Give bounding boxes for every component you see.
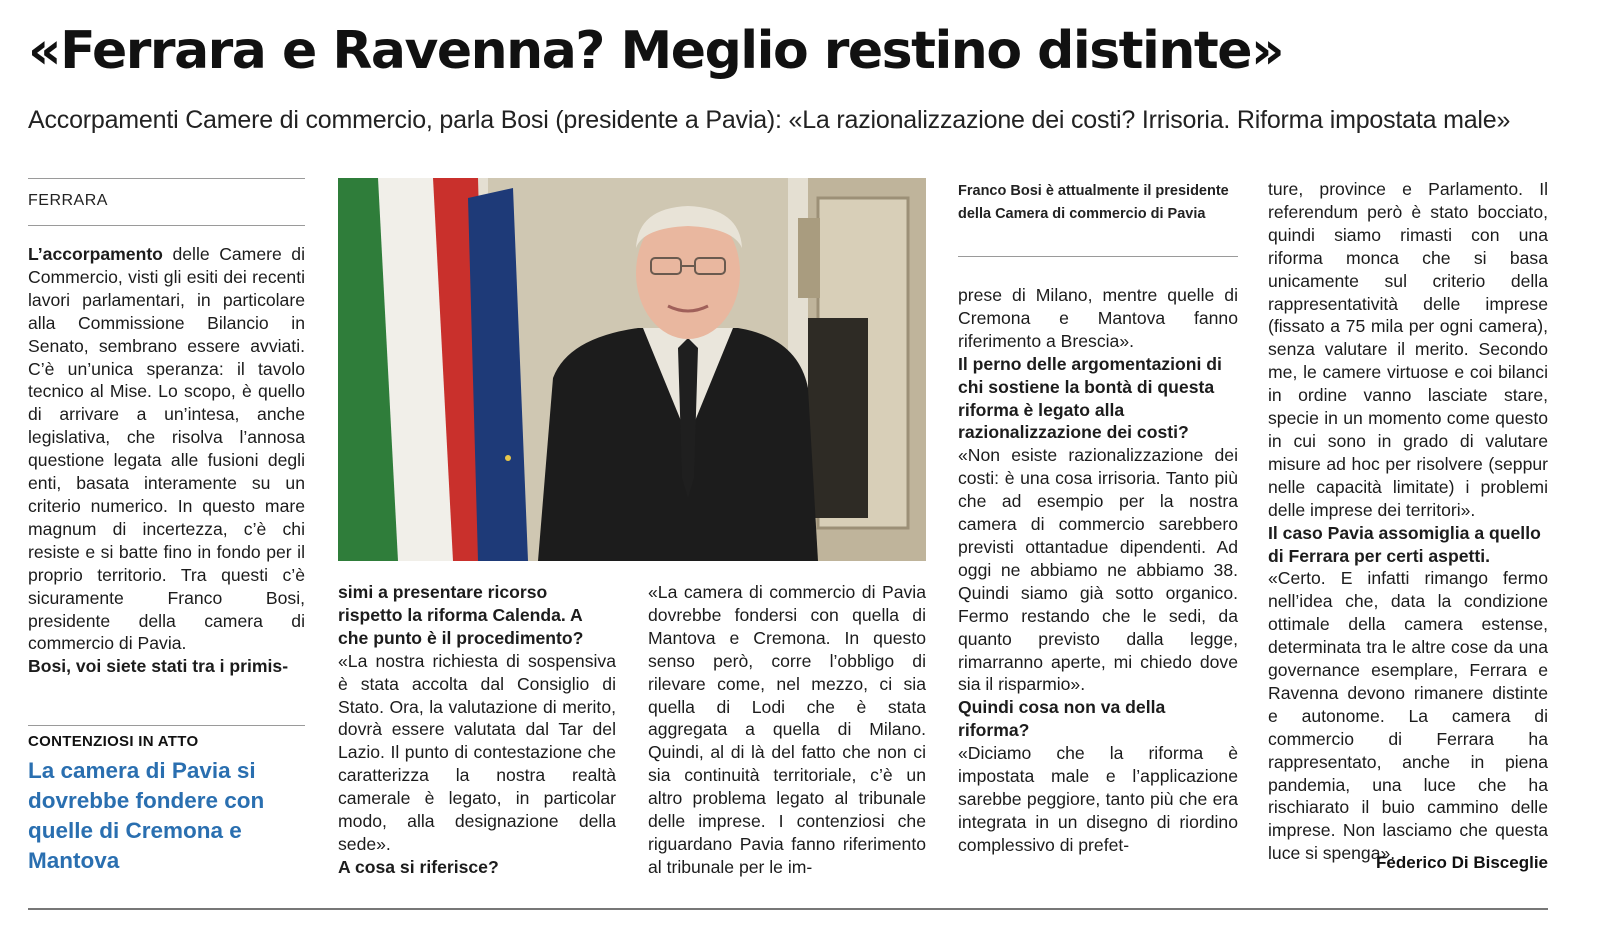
question: Bosi, voi siete stati tra i primis-: [28, 656, 289, 677]
question: Quindi cosa non va della riforma?: [958, 697, 1166, 741]
question: A cosa si riferisce?: [338, 856, 499, 877]
box-kicker: CONTENZIOSI IN ATTO: [28, 733, 199, 750]
portrait-photo: [338, 178, 926, 561]
answer: ture, province e Parlamento. Il referendum però è stato bocciato, quindi siamo rimasti con una riforma monca che si basa unicamente sul criterio della rappresentatività delle imprese (fissato a 75 mila per ogni camera), senza valutare il merito. Secondo me, le camere virtuose e coi bilanci in ordine vanno lasciate stare, specie in un momento come questo in cui sono in grado di valutare misure ad hoc per risolvere (seppur nelle capacità limitate) i problemi delle imprese dei territori».: [1268, 179, 1548, 520]
box-title: La camera di Pavia si dovrebbe fondere con quelle di Cremona e Mantova: [28, 758, 265, 873]
question: Il perno delle argomentazioni di chi sostiene la bontà di questa riforma è legato alla razionalizzazione dei costi?: [958, 353, 1222, 443]
photo-caption: Franco Bosi è attualmente il presidente della Camera di commercio di Pavia: [958, 183, 1229, 222]
question: Il caso Pavia assomiglia a quello di Ferrara per certi aspetti.: [1268, 522, 1541, 566]
dateline: FERRARA: [28, 192, 108, 209]
answer: «Non esiste razionalizzazione dei costi: è una cosa irrisoria. Tanto più che ad esempio per la nostra camera di commercio sarebbero previsti ottantadue dipendenti. Ad oggi ne abbiamo ne abbiamo 38. Quindi siamo già sotto organico. Fermo restando che le sedi, da quanto previsto dalla legge, rimarranno aperte, mi chiedo dove sia il risparmio».: [958, 445, 1238, 695]
column-1: [28, 243, 305, 678]
lead-paragraph: [28, 243, 305, 655]
divider: [958, 256, 1238, 257]
column-2: [338, 581, 616, 879]
subheadline: Accorpamenti Camere di commercio, parla Bosi (presidente a Pavia): «La razionalizzazione dei costi? Irrisoria. Riforma impostata male»: [28, 106, 1511, 134]
divider: [28, 725, 305, 726]
byline: Federico Di Bisceglie: [1376, 853, 1548, 872]
headline: «Ferrara e Ravenna? Meglio restino distinte»: [28, 21, 1284, 81]
column-5: [1268, 178, 1548, 865]
answer: prese di Milano, mentre quelle di Cremona e Mantova fanno riferimento a Brescia».: [958, 285, 1238, 351]
bottom-rule: [28, 908, 1548, 910]
divider: [28, 178, 305, 179]
column-3: [648, 581, 926, 879]
divider: [28, 225, 305, 226]
question: simi a presentare ricorso rispetto la riforma Calenda. A che punto è il procedimento?: [338, 582, 584, 648]
answer: «La nostra richiesta di sospensiva è stata accolta dal Consiglio di Stato. Ora, la valutazione di merito, dovrà essere valutata dal Tar del Lazio. Il punto di contestazione che caratterizza la nostra realtà camerale è legato, in particolar modo, alla designazione della sede».: [338, 650, 616, 854]
portrait-illustration: [338, 178, 926, 561]
lead-text: delle Camere di Commercio, visti gli esiti dei recenti lavori parlamentari, in particolare alla Commissione Bilancio in Senato, sembrano essere avviati. C’è un’unica speranza: il tavolo tecnico al Mise. Lo scopo, è quello di arrivare a un’intesa, anche legislativa, che risolva l’annosa questione legata alle fusioni degli enti, basata interamente su un criterio numerico. In questo mare magnum di incertezza, c’è chi resiste e si batte fino in fondo per il proprio territorio. Tra questi c’è sicuramente Franco Bosi, presidente della camera di commercio di Pavia.: [28, 244, 305, 654]
column-4: [958, 284, 1238, 857]
answer: «Diciamo che la riforma è impostata male e l’applicazione sarebbe peggiore, tanto più che era integrata in un disegno di riordino complessivo di prefet-: [958, 743, 1238, 855]
lead-bold: L’accorpamento: [28, 244, 163, 264]
answer: «La camera di commercio di Pavia dovrebbe fondersi con quella di Mantova e Cremona. In questo senso però, corre l’obbligo di rilevare come, nel mezzo, ci sia quella di Lodi che è stata aggregata a quella di Milano. Quindi, al di là del fatto che non ci sia continuità territoriale, c’è un altro problema legato al tribunale delle imprese. I contenziosi che riguardano Pavia fanno riferimento al tribunale per le im-: [648, 582, 926, 877]
answer: «Certo. E infatti rimango fermo nell’idea che, data la condizione ottimale della camera estense, determinata tra le altre cose da una governance esemplare, Ferrara e Ravenna devono rimanere distinte e autonome. La camera di commercio di Ferrara ha rappresentato, anche in piena pandemia, una luce che ha rischiarato il buio cammino delle imprese. Non lasciamo che questa luce si spenga».: [1268, 568, 1548, 864]
